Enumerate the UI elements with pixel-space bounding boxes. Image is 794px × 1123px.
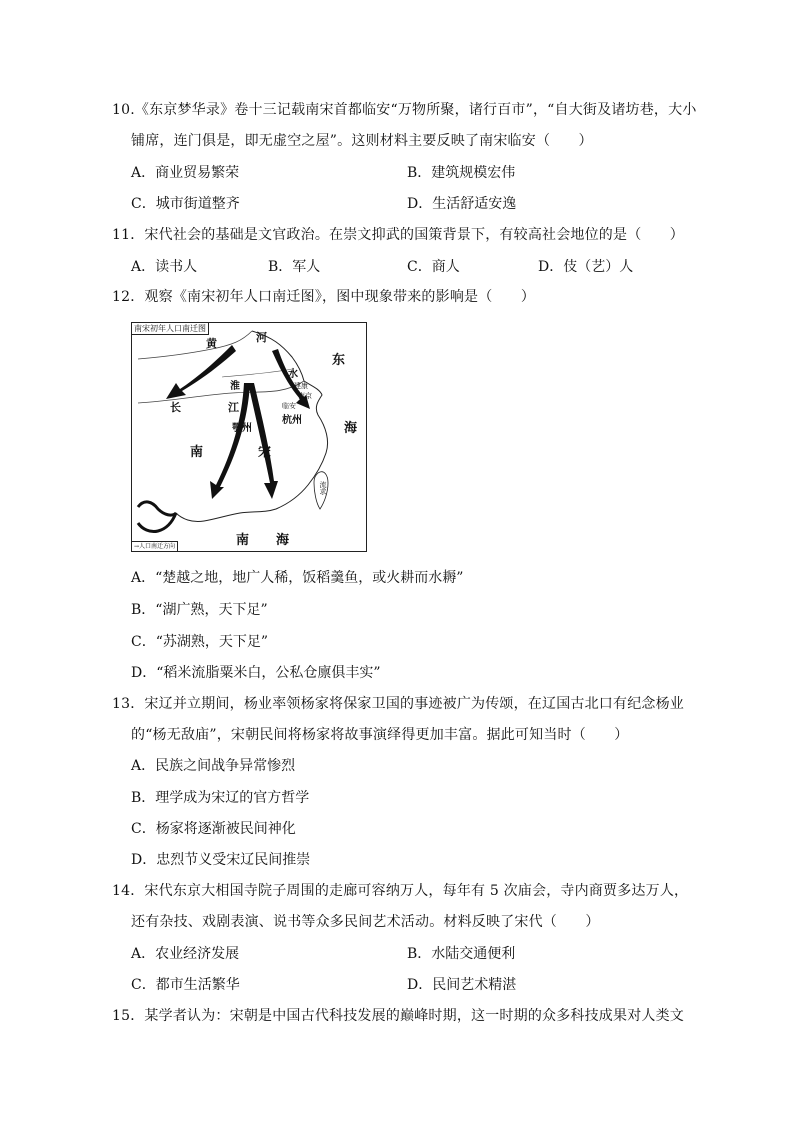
q11-stem: 11．宋代社会的基础是文官政治。在崇文抑武的国策背景下，有较高社会地位的是（ ） [112, 227, 685, 243]
q13-stem-line1: 13．宋辽并立期间，杨业率领杨家将保家卫国的事迹被广为传颂，在辽国古北口有纪念杨业 [112, 696, 685, 712]
label-hai-east: 海 [344, 421, 358, 436]
label-ezhou: 鄂州 [232, 423, 252, 434]
label-jiang: 江 [228, 401, 239, 414]
label-song: 宋 [258, 445, 272, 460]
q14-stem-line2: 还有杂技、戏剧表演、说书等众多民间艺术活动。材料反映了宋代（ ） [131, 914, 600, 930]
q14-stem-line1: 14．宋代东京大相国寺院子周围的走廊可容纳万人，每年有 5 次庙会，寺内商贾多达万人， [112, 883, 689, 899]
yangtze-river [138, 381, 304, 403]
q12-option-c: C．“苏湖熟，天下足” [131, 634, 269, 650]
map-title: 南宋初年人口南迁图 [132, 323, 209, 335]
q13-option-d: D．忠烈节义受宋辽民间推崇 [131, 852, 311, 868]
q12-stem: 12．观察《南宋初年人口南迁图》，图中现象带来的影响是（ ） [112, 289, 536, 305]
label-jiankang: 建康 [294, 382, 308, 390]
q14-option-a: A．农业经济发展 [131, 946, 240, 962]
population-migration-map [131, 322, 367, 552]
q10-stem-line1: 10.《东京梦华录》卷十三记载南宋首都临安“万物所聚，诸行百市”，“自大街及诸坊巷，大小 [112, 102, 697, 118]
q12-option-d: D．“稻米流脂粟米白，公私仓廪俱丰实” [131, 665, 381, 681]
southwest-border [138, 502, 176, 532]
migration-arrow-west [166, 345, 236, 399]
label-huang: 黄 [206, 337, 217, 350]
q12-option-a: A．“楚越之地，地广人稀，饭稻羹鱼，或火耕而水耨” [131, 570, 464, 586]
q11-option-b: B．军人 [268, 259, 321, 275]
label-he: 河 [256, 331, 267, 344]
q13-stem-line2: 的“杨无敌庙”，宋朝民间将杨家将故事演绎得更加丰富。据此可知当时（ ） [131, 727, 629, 743]
q12-option-b: B．“湖广熟，天下足” [131, 602, 268, 618]
q13-option-a: A．民族之间战争异常惨烈 [131, 758, 296, 774]
q10-option-c: C．城市街道整齐 [131, 196, 240, 212]
q10-option-b: B．建筑规模宏伟 [407, 165, 516, 181]
label-hai-south: 海 [276, 533, 290, 548]
map-legend: →人口南迁方向 [132, 541, 178, 551]
label-chang: 长 [170, 401, 181, 414]
q14-option-b: B．水陆交通便利 [407, 946, 516, 962]
q10-stem-line2: 铺席，连门俱是，即无虚空之屋”。这则材料主要反映了南宋临安（ ） [131, 133, 593, 149]
q10-option-d: D．生活舒适安逸 [407, 196, 517, 212]
label-linan: 临安 [282, 402, 296, 410]
q11-option-a: A．读书人 [131, 259, 198, 275]
yellow-river [138, 331, 252, 359]
q10-option-a: A．商业贸易繁荣 [131, 165, 240, 181]
label-nan-sea: 南 [236, 533, 250, 548]
label-nan: 南 [190, 445, 204, 460]
label-shui: 水 [288, 369, 298, 380]
q14-option-c: C．都市生活繁华 [131, 977, 240, 993]
label-dong: 东 [332, 353, 346, 368]
label-hangzhou: 杭州 [282, 415, 302, 426]
q13-option-c: C．杨家将逐渐被民间神化 [131, 821, 296, 837]
q13-option-b: B．理学成为宋辽的官方哲学 [131, 790, 310, 806]
q14-option-d: D．民间艺术精湛 [407, 977, 517, 993]
label-nanjing: 南京 [298, 392, 312, 400]
q11-option-d: D．伎（艺）人 [538, 259, 634, 275]
label-liuqiu: 流求 [319, 481, 327, 495]
label-huai: 淮 [230, 381, 240, 392]
q15-stem-line1: 15．某学者认为：宋朝是中国古代科技发展的巅峰时期，这一时期的众多科技成果对人类文 [112, 1008, 685, 1024]
q11-option-c: C．商人 [407, 259, 460, 275]
